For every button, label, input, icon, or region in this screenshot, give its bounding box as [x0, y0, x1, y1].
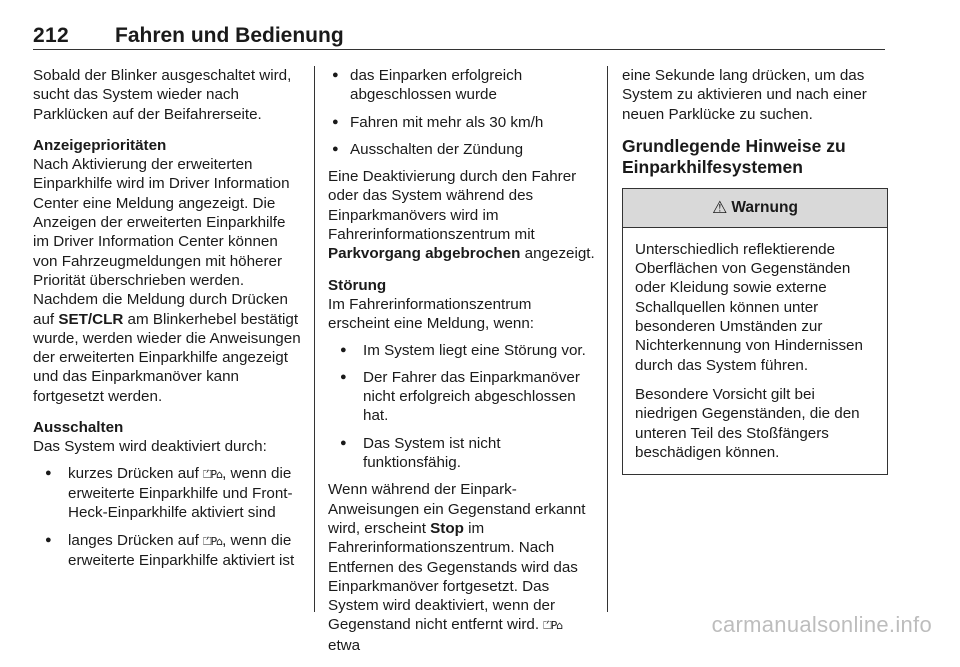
park-assist-icon: ⏍P⌂	[543, 619, 563, 633]
fault-list	[328, 341, 596, 473]
intro-paragraph: Sobald der Blinker ausgeschaltet wird, sucht das System wieder nach Parklücken auf der Beifahrerseite.	[33, 67, 292, 123]
fault-text: Im Fahrerinformationszentrum erscheint eine Meldung, wenn:	[328, 295, 535, 333]
list-item: ● Der Fahrer das Einparkmanöver nicht erfolgreich abgeschlossen hat.	[328, 368, 596, 426]
column-2	[328, 66, 596, 667]
header-divider	[33, 49, 885, 50]
deactivation-paragraph: Eine Deaktivierung durch den Fahrer oder das System während des Einparkmanövers wird im Fahrerinformationszentrum mit Parkvorgang abgebrochen angezeigt.	[328, 168, 595, 263]
warning-box	[622, 188, 888, 475]
stop-paragraph: Wenn während der Einpark-Anweisungen ein Gegenstand erkannt wird, erscheint Stop im Fahrerinformationszentrum. Nach Entfernen des Gegenstands wird das Einparkmanöver fortgesetzt. Das System wird deaktiviert, wenn der Gegenstand nicht entfernt wird. ⏍P⌂ etwa	[328, 481, 586, 654]
stop-label: Stop	[430, 519, 464, 537]
set-clr-label: SET/CLR	[58, 310, 124, 328]
column-divider-1	[314, 66, 315, 612]
condition-list	[328, 66, 596, 159]
warning-paragraph-2: Besondere Vorsicht gilt bei niedrigen Gegenständen, die den unteren Teil des Stoßfängers beschädigen können.	[635, 385, 860, 461]
section-heading-fault: Störung	[328, 276, 387, 294]
warning-header	[623, 189, 887, 228]
column-1	[33, 66, 301, 578]
cancel-message-label: Parkvorgang abgebrochen	[328, 245, 521, 263]
column-divider-2	[607, 66, 608, 612]
chapter-title: Fahren und Bedienung	[115, 24, 344, 47]
column-3	[622, 66, 888, 475]
deactivation-list	[33, 464, 301, 570]
list-item: ● langes Drücken auf ⏍P⌂, wenn die erweiterte Einparkhilfe aktiviert ist	[33, 531, 301, 571]
list-item: ● Ausschalten der Zündung	[328, 140, 596, 159]
continuation-paragraph: eine Sekunde lang drücken, um das System zu aktivieren und nach einer neuen Parklücke zu suchen.	[622, 67, 867, 123]
warning-body	[623, 228, 887, 474]
list-item: ● kurzes Drücken auf ⏍P⌂, wenn die erweiterte Einparkhilfe und Front-Heck-Einparkhilfe aktiviert sind	[33, 464, 301, 523]
section-heading-off: Ausschalten	[33, 419, 124, 437]
list-item: ● Fahren mit mehr als 30 km/h	[328, 113, 596, 132]
warning-triangle-icon: ⚠	[712, 198, 728, 218]
page-number: 212	[33, 24, 69, 47]
section-heading-basics: Grundlegende Hinweise zu Einparkhilfesystemen	[622, 135, 846, 177]
park-assist-icon: ⏍P⌂	[203, 534, 223, 548]
list-item: ● Das System ist nicht funktionsfähig.	[328, 434, 596, 473]
priorities-text: Nach Aktivierung der erweiterten Einparkhilfe wird im Driver Information Center eine Meldung angezeigt. Die Anzeigen der erweiterten Einparkhilfe im Driver Information Center können von Fahrzeugmeldungen mit höherer Priorität überschrieben werden.	[33, 156, 290, 289]
warning-title: Warnung	[731, 199, 798, 217]
off-text: Das System wird deaktiviert durch:	[33, 438, 267, 456]
list-item: ● Im System liegt eine Störung vor.	[328, 341, 596, 360]
warning-paragraph-1: Unterschiedlich reflektierende Oberflächen von Gegenständen oder Kleidung sowie externe Schallquellen können unter besonderen Umständen zur Nichterkennung von Hindernissen durch das System führen.	[635, 240, 863, 374]
park-assist-icon: ⏍P⌂	[203, 467, 223, 481]
section-heading-priorities: Anzeigeprioritäten	[33, 136, 167, 154]
priorities-text-2: Nachdem die Meldung durch Drücken auf SET/CLR am Blinkerhebel bestätigt wurde, werden wieder die Anweisungen der erweiterten Einparkhilfe angezeigt und das Einparkmanöver kann fortgesetzt werden.	[33, 291, 301, 405]
watermark: carmanualsonline.info	[711, 612, 932, 637]
list-item: ● das Einparken erfolgreich abgeschlossen wurde	[328, 66, 596, 105]
